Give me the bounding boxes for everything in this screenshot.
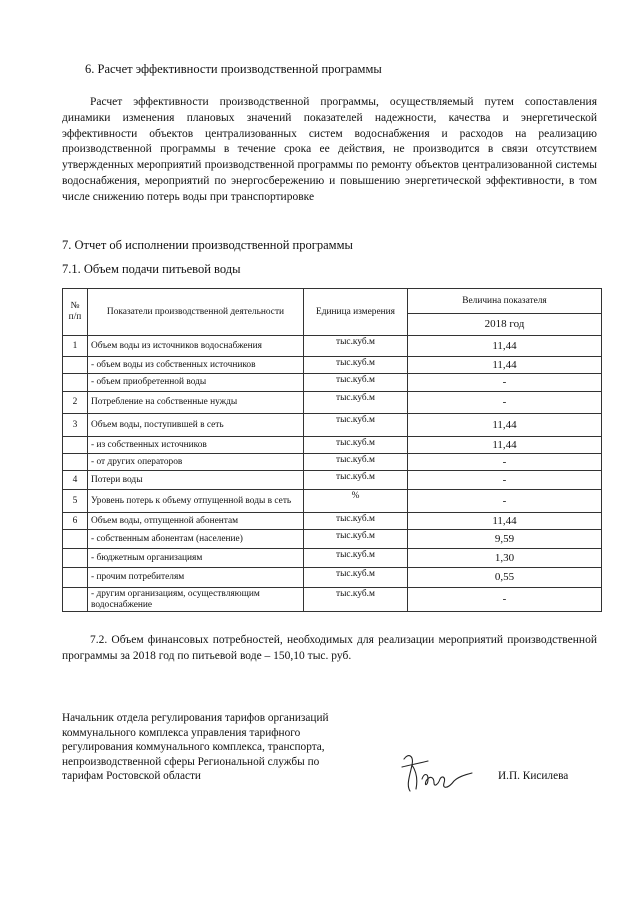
row-num (63, 530, 88, 549)
row-unit: тыс.куб.м (304, 392, 408, 414)
table-row (63, 588, 602, 612)
row-indicator: - от других операторов (88, 454, 304, 471)
row-unit: тыс.куб.м (304, 549, 408, 568)
water-supply-table (62, 288, 602, 612)
header-num: № п/п (63, 289, 88, 336)
table-row (63, 454, 602, 471)
signatory-line: Начальник отдела регулирования тарифов организаций (62, 712, 329, 724)
row-indicator: Потери воды (88, 471, 304, 490)
row-value: - (408, 588, 602, 612)
row-num: 5 (63, 490, 88, 513)
header-unit: Единица измерения (304, 289, 408, 336)
row-indicator: Объем воды, отпущенной абонентам (88, 513, 304, 530)
row-unit: тыс.куб.м (304, 568, 408, 588)
signatory-line: коммунального комплекса управления тарифного (62, 726, 301, 739)
row-value: - (408, 392, 602, 414)
row-unit: тыс.куб.м (304, 437, 408, 454)
row-unit: тыс.куб.м (304, 357, 408, 374)
row-num: 2 (63, 392, 88, 414)
table-row (63, 414, 602, 437)
signatory-line: непроизводственной сферы Региональной службы по (62, 755, 320, 768)
section-7-2-paragraph: 7.2. Объем финансовых потребностей, необходимых для реализации мероприятий производственной программы за 2018 год по питьевой воде – 150,10 тыс. руб. (62, 634, 597, 662)
row-value: - (408, 490, 602, 513)
row-num: 3 (63, 414, 88, 437)
row-num (63, 437, 88, 454)
signatory-line: тарифам Ростовской области (62, 770, 201, 783)
section-7-heading: 7. Отчет об исполнении производственной программы (62, 238, 353, 252)
table-row (63, 336, 602, 357)
row-unit: тыс.куб.м (304, 414, 408, 437)
table-row (63, 530, 602, 549)
header-indicator: Показатели производственной деятельности (88, 289, 304, 336)
table-row (63, 374, 602, 392)
table-row (63, 568, 602, 588)
section-6-paragraph: Расчет эффективности производственной программы, осуществляемый путем сопоставления динамики изменения плановых значений показателей надежности, качества и энергетической эффективности объектов централизованных систем водоснабжения и расходов на реализацию производственной программы в течение срока ее действия, не производится в связи отсутствием утвержденных мероприятий производственной программы по ремонту объектов централизованной системы водоснабжения, мероприятий по энергосбережению и повышению энергетической эффективности, в том числе снижению потерь воды при транспортировке (62, 96, 597, 203)
row-num: 4 (63, 471, 88, 490)
section-7-1-heading: 7.1. Объем подачи питьевой воды (62, 262, 241, 276)
table-row (63, 357, 602, 374)
row-indicator: - объем приобретенной воды (88, 374, 304, 392)
row-unit: % (304, 490, 408, 513)
row-num (63, 588, 88, 612)
row-unit: тыс.куб.м (304, 336, 408, 357)
row-value: 11,44 (408, 414, 602, 437)
row-num: 6 (63, 513, 88, 530)
row-indicator: - собственным абонентам (население) (88, 530, 304, 549)
row-indicator: Уровень потерь к объему отпущенной воды в сеть (88, 490, 304, 513)
signatory-title (62, 711, 382, 784)
table-row (63, 513, 602, 530)
row-num (63, 357, 88, 374)
row-value: - (408, 454, 602, 471)
row-value: 11,44 (408, 437, 602, 454)
row-indicator: - прочим потребителям (88, 568, 304, 588)
row-value: 0,55 (408, 568, 602, 588)
row-unit: тыс.куб.м (304, 513, 408, 530)
row-indicator: - из собственных источников (88, 437, 304, 454)
signatory-name: И.П. Кисилева (498, 770, 569, 782)
signatory-line: регулирования коммунального комплекса, транспорта, (62, 741, 325, 754)
row-indicator: - бюджетным организациям (88, 549, 304, 568)
row-indicator: Потребление на собственные нужды (88, 392, 304, 414)
row-value: 11,44 (408, 357, 602, 374)
row-unit: тыс.куб.м (304, 530, 408, 549)
row-value: 1,30 (408, 549, 602, 568)
header-value: Величина показателя (408, 289, 602, 314)
row-num (63, 374, 88, 392)
table-header-row (63, 289, 602, 314)
table-row (63, 471, 602, 490)
row-indicator: Объем воды из источников водоснабжения (88, 336, 304, 357)
table-row (63, 490, 602, 513)
table-row (63, 392, 602, 414)
row-unit: тыс.куб.м (304, 588, 408, 612)
row-num (63, 549, 88, 568)
row-unit: тыс.куб.м (304, 471, 408, 490)
table-row (63, 437, 602, 454)
row-value: 11,44 (408, 513, 602, 530)
row-unit: тыс.куб.м (304, 374, 408, 392)
table-row (63, 549, 602, 568)
header-year: 2018 год (408, 314, 602, 336)
row-value: 11,44 (408, 336, 602, 357)
row-indicator: Объем воды, поступившей в сеть (88, 414, 304, 437)
row-indicator: - объем воды из собственных источников (88, 357, 304, 374)
row-indicator: - другим организациям, осуществляющим водоснабжение (88, 588, 304, 612)
row-value: - (408, 374, 602, 392)
row-value: 9,59 (408, 530, 602, 549)
row-num (63, 568, 88, 588)
section-6-heading: 6. Расчет эффективности производственной программы (85, 62, 382, 76)
handwritten-signature (398, 749, 476, 797)
row-num: 1 (63, 336, 88, 357)
row-value: - (408, 471, 602, 490)
row-num (63, 454, 88, 471)
row-unit: тыс.куб.м (304, 454, 408, 471)
